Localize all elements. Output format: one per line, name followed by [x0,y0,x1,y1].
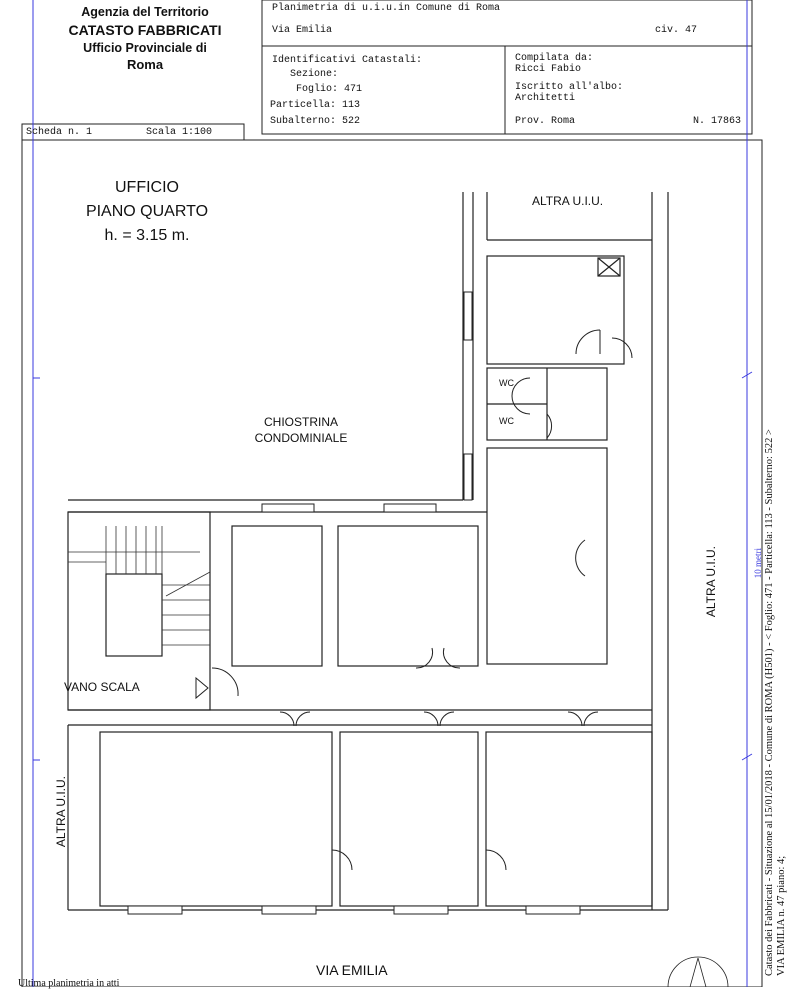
ufficio-label: Ufficio Provinciale di [83,41,207,55]
catasto-title: CATASTO FABBRICATI [68,22,222,38]
plan-title-block [80,176,214,248]
altra-uiu-left-label: ALTRA U.I.U. [54,776,68,848]
altra-uiu-right-label: ALTRA U.I.U. [704,546,718,618]
subalterno-value: Subalterno: 522 [270,116,361,127]
header-agency-block [40,4,250,74]
street-name: Via Emilia [272,25,333,36]
altra-uiu-top-label: ALTRA U.I.U. [532,194,604,208]
iscritto-value: Architetti [515,93,576,104]
city-name: Roma [126,57,164,72]
chiostrina-line2: CONDOMINIALE [254,431,348,445]
compilata-label: Compilata da: [515,53,594,64]
plan-use: UFFICIO [115,179,179,196]
plan-floor: PIANO QUARTO [85,203,209,220]
side-catasto-text [764,276,788,976]
chiostrina-label [246,414,356,446]
province: Prov. Roma [515,116,576,127]
sezione-label: Sezione: [290,69,339,80]
foglio-value: Foglio: 471 [296,84,363,95]
civic-number: civ. 47 [655,25,698,36]
particella-value: Particella: 113 [270,100,361,111]
compilata-name: Ricci Fabio [515,64,582,75]
street-label: VIA EMILIA [316,962,388,978]
side-line-2: VIA EMILIA n. 47 piano: 4; [776,855,787,976]
wc-label-2: WC [499,416,514,426]
vano-scala-label: VANO SCALA [64,680,140,694]
identificativi-label: Identificativi Catastali: [272,55,423,66]
scale-stamp: 10 metri [753,548,763,579]
scheda-number: Scheda n. 1 [26,127,93,138]
iscritto-label: Iscritto all'albo: [515,82,624,93]
chiostrina-line1: CHIOSTRINA [263,415,338,429]
footer-note: Ultima planimetria in atti [18,978,120,989]
scale: Scala 1:100 [146,127,213,138]
side-line-1: Catasto dei Fabbricati - Situazione al 15/01/2018 - Comune di ROMA (H501) - < Foglio: 471 - Particella: 113 - Subalterno: 522 > [764,429,775,976]
wc-label-1: WC [499,378,514,388]
planimetria-title: Planimetria di u.i.u.in Comune di Roma [272,3,501,14]
registration-number: N. 17863 [693,116,742,127]
agency-name: Agenzia del Territorio [81,5,209,19]
plan-height: h. = 3.15 m. [104,227,190,244]
